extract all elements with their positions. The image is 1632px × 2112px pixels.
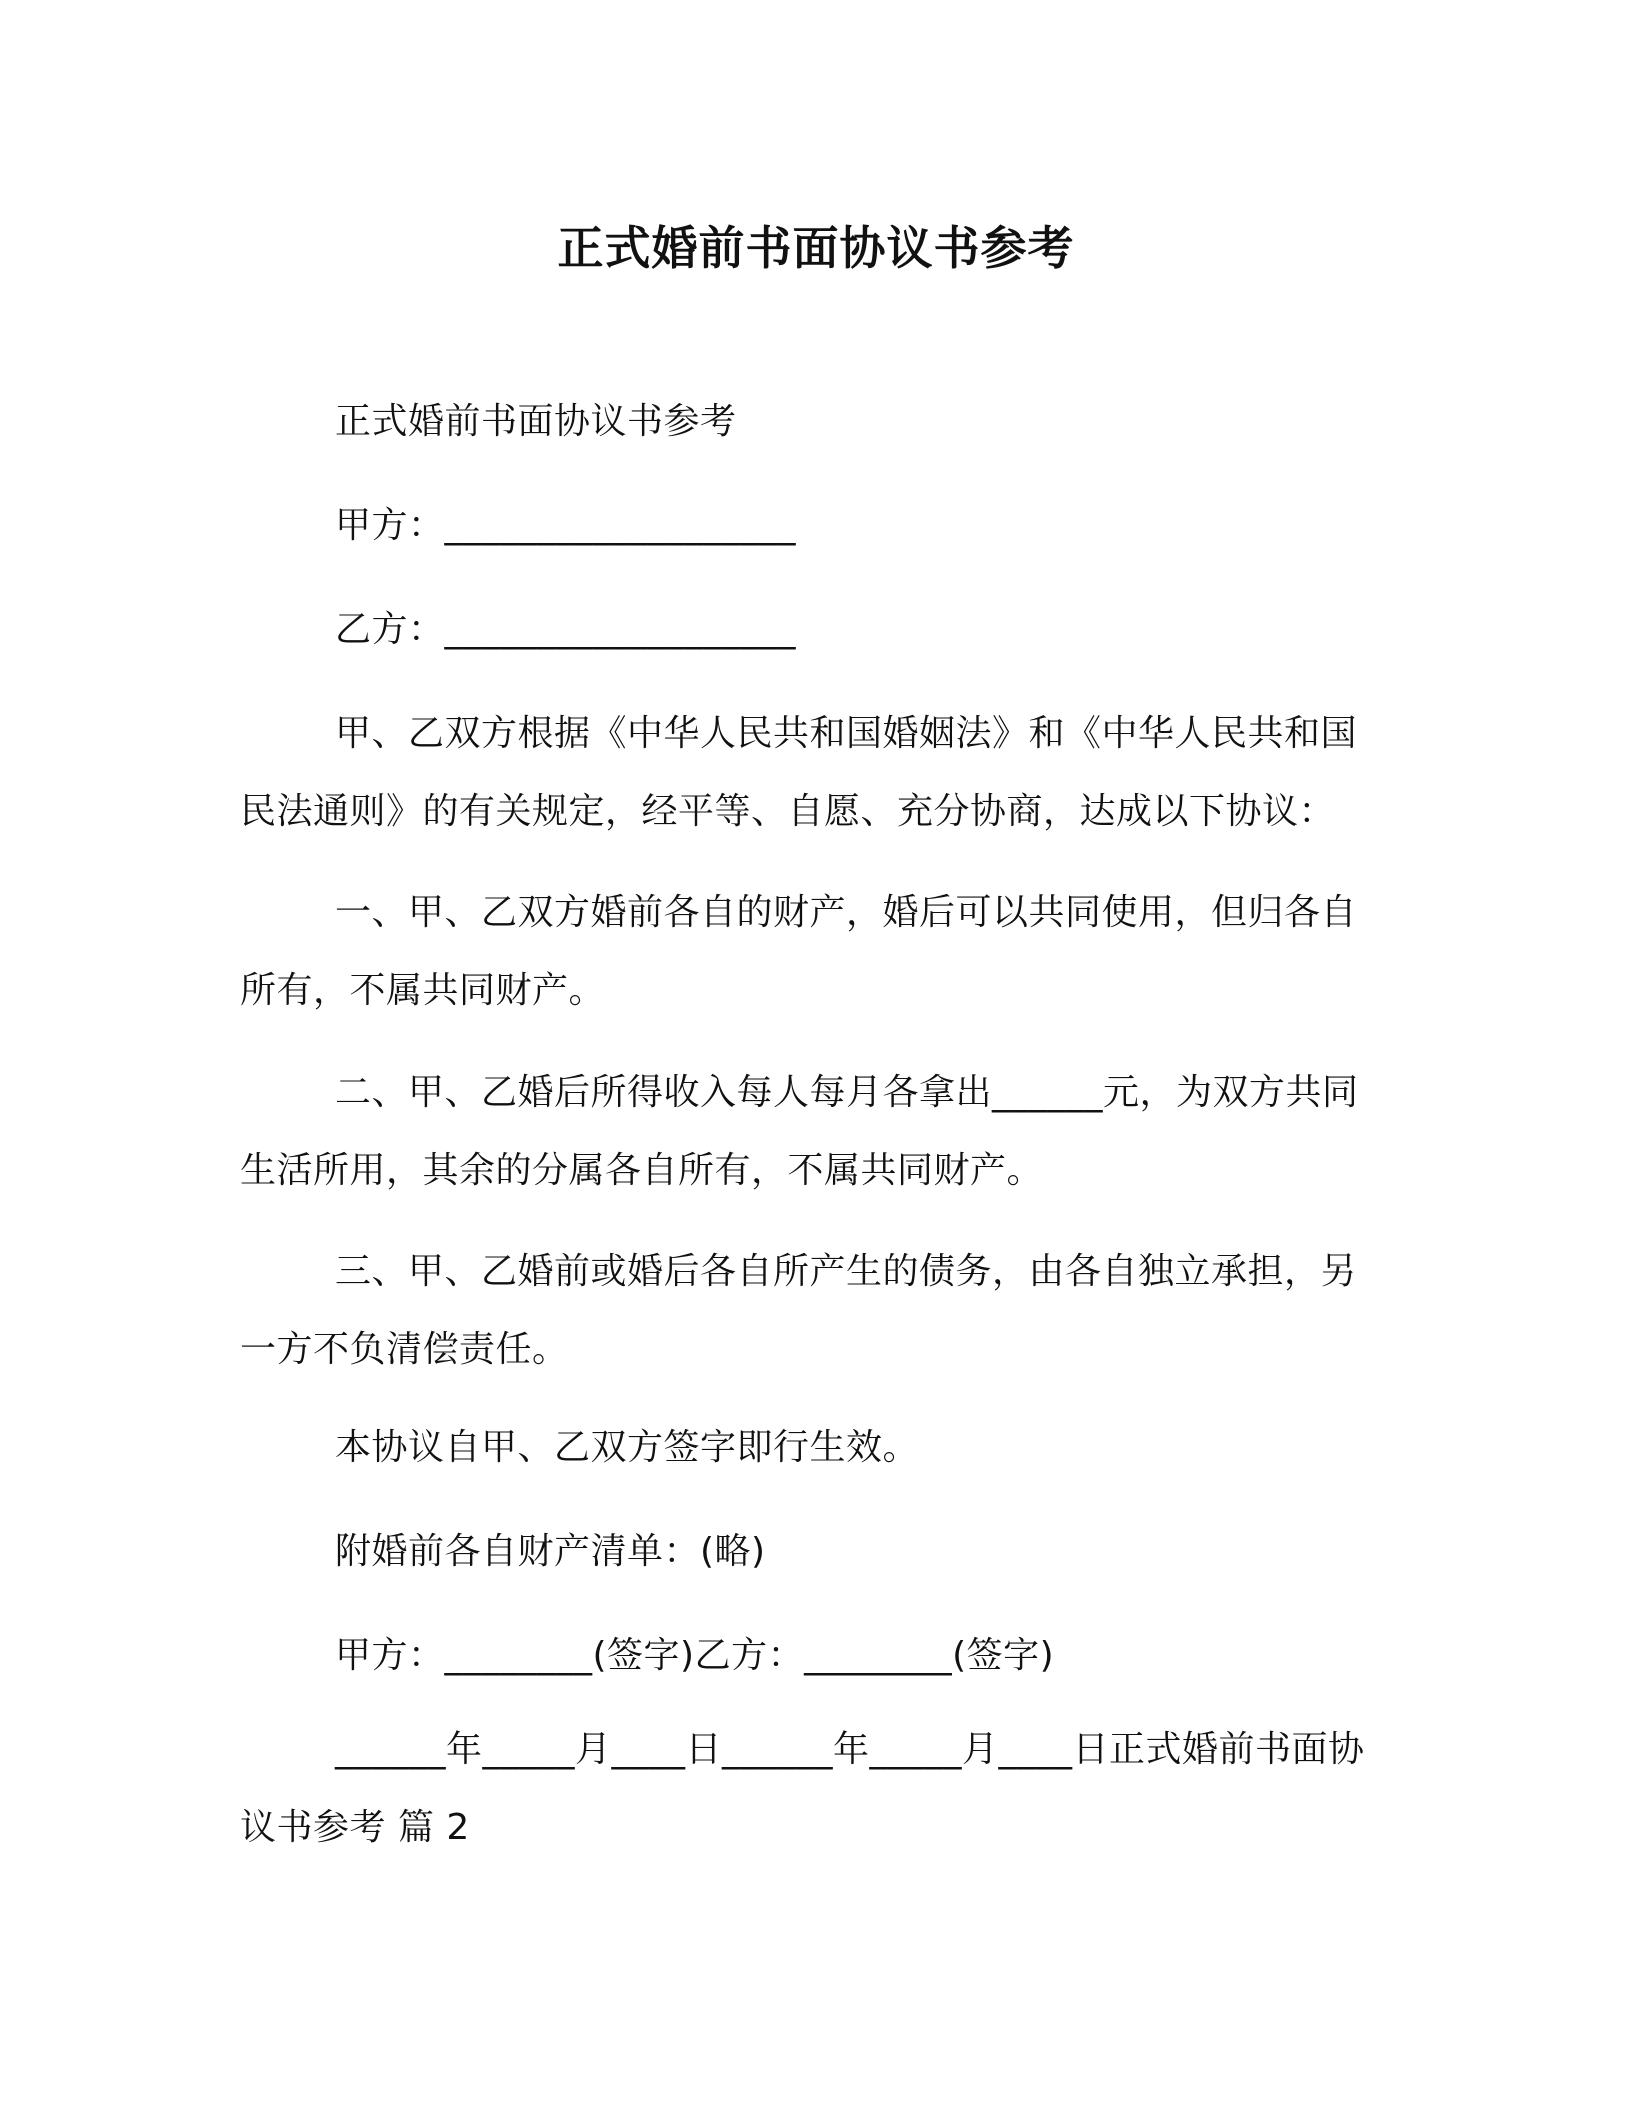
paragraph-subtitle: 正式婚前书面协议书参考 [335,401,737,442]
paragraph-clause-1: 一、甲、乙双方婚前各自的财产，婚后可以共同使用，但归各自所有，不属共同财产。 [240,892,1358,1011]
paragraph-effective: 本协议自甲、乙双方签字即行生效。 [335,1427,920,1468]
document-title: 正式婚前书面协议书参考 [557,221,1075,275]
paragraph-party-a: 甲方：___________________ [335,505,797,546]
paragraph-preamble: 甲、乙双方根据《中华人民共和国婚姻法》和《中华人民共和国民法通则》的有关规定，经平等、自愿、充分协商，达成以下协议： [240,713,1358,832]
paragraph-signatures: 甲方：________(签字)乙方：________(签字) [335,1635,1055,1676]
paragraph-clause-2: 二、甲、乙婚后所得收入每人每月各拿出______元，为双方共同生活所用，其余的分属各自所有，不属共同财产。 [240,1072,1359,1191]
paragraph-party-b: 乙方：___________________ [335,609,797,650]
paragraph-dates: ______年_____月____日______年_____月____日正式婚前书面协议书参考 篇 2 [240,1729,1365,1848]
paragraph-clause-3: 三、甲、乙婚前或婚后各自所产生的债务，由各自独立承担，另一方不负清偿责任。 [240,1251,1358,1370]
paragraph-attachment: 附婚前各自财产清单：(略) [335,1531,766,1572]
